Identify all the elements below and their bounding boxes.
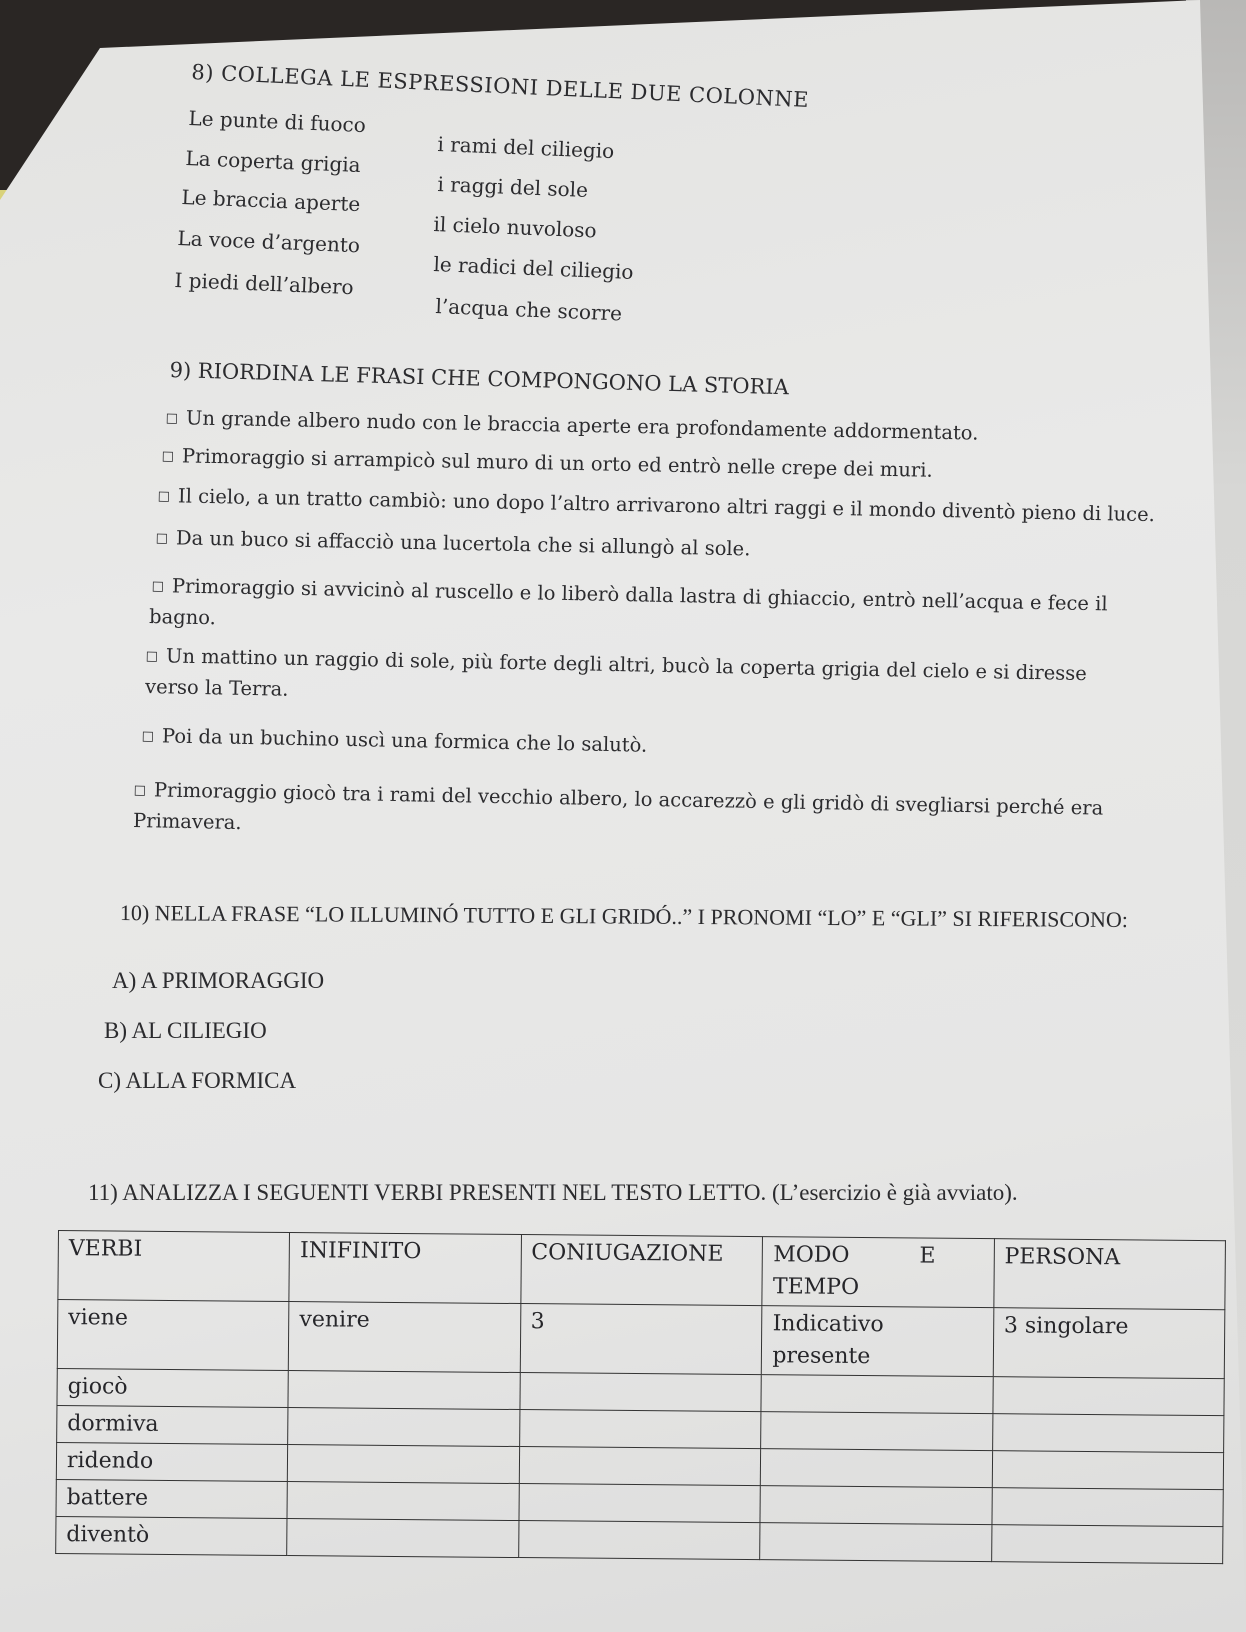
cell-infinitive[interactable] — [287, 1482, 519, 1521]
q9-title: 9) RIORDINA LE FRASI CHE COMPONGONO LA STORIA — [169, 358, 790, 400]
q8-left-item[interactable]: Le braccia aperte — [181, 185, 361, 217]
cell-mode-tense[interactable]: Indicativo presente — [762, 1306, 994, 1377]
q8-right-item[interactable]: i rami del ciliegio — [437, 132, 615, 164]
cell-mode-tense[interactable] — [760, 1523, 992, 1562]
q8-right-item[interactable]: i raggi del sole — [437, 172, 589, 203]
checkbox-icon[interactable]: □ — [155, 530, 169, 547]
table-row — [57, 1300, 1225, 1379]
cell-mode-tense[interactable] — [761, 1412, 993, 1451]
cell-conjugation[interactable]: 3 — [520, 1304, 763, 1375]
cell-infinitive[interactable] — [288, 1445, 520, 1484]
cell-person[interactable] — [992, 1488, 1224, 1527]
checkbox-icon[interactable]: □ — [151, 579, 165, 595]
header-modo-tempo: MODO E TEMPO — [762, 1237, 994, 1308]
header-coniugazione: CONIUGAZIONE — [520, 1235, 763, 1306]
q8-right-item[interactable]: l’acqua che scorre — [435, 294, 623, 326]
cell-conjugation[interactable] — [518, 1484, 760, 1523]
cell-conjugation[interactable] — [519, 1410, 761, 1449]
q8-left-item[interactable]: La coperta grigia — [185, 146, 362, 178]
verbs-table — [55, 1230, 1226, 1564]
checkbox-icon[interactable]: □ — [141, 728, 155, 745]
cell-verb: diventò — [56, 1516, 288, 1555]
cell-verb: battere — [56, 1479, 288, 1518]
cell-person[interactable] — [993, 1377, 1225, 1416]
header-verbi: VERBI — [58, 1231, 290, 1302]
checkbox-icon[interactable]: □ — [157, 488, 171, 505]
q10-option-c[interactable]: C) ALLA FORMICA — [98, 1068, 297, 1093]
cell-person[interactable] — [991, 1525, 1223, 1564]
cell-mode-tense[interactable] — [761, 1449, 993, 1488]
cell-verb: ridendo — [56, 1442, 288, 1481]
q9-sentence[interactable]: □ Un mattino un raggio di sole, più forte degli altri, bucò la coperta grigia del cielo e si diresse verso la Terra. — [144, 644, 1088, 701]
checkbox-icon[interactable]: □ — [145, 648, 159, 665]
q9-sentence[interactable]: □ Un grande albero nudo con le braccia aperte era profondamente addormentato. — [165, 406, 979, 445]
checkbox-icon[interactable]: □ — [133, 782, 147, 799]
cell-conjugation[interactable] — [518, 1521, 760, 1560]
q8-right-item[interactable]: le radici del ciliegio — [433, 252, 634, 285]
cell-mode-tense[interactable] — [761, 1375, 993, 1414]
q11-title: 11) ANALIZZA I SEGUENTI VERBI PRESENTI NEL TESTO LETTO. (L’esercizio è già avviato). — [88, 1180, 1018, 1205]
cell-infinitive[interactable] — [287, 1519, 519, 1558]
q9-sentence[interactable]: □ Primoraggio si avvicinò al ruscello e lo liberò dalla lastra di ghiaccio, entrò nell’acqua e fece il bagno. — [148, 574, 1108, 630]
header-persona: PERSONA — [994, 1239, 1226, 1310]
header-infinito: INIFINITO — [289, 1233, 521, 1304]
cell-person[interactable] — [992, 1451, 1224, 1490]
cell-mode-tense[interactable] — [760, 1486, 992, 1525]
q9-sentence[interactable]: □ Primoraggio si arrampicò sul muro di un orto ed entrò nelle crepe dei muri. — [161, 444, 933, 482]
q8-title: 8) COLLEGA LE ESPRESSIONI DELLE DUE COLONNE — [190, 60, 810, 113]
checkbox-icon[interactable]: □ — [165, 410, 179, 427]
cell-infinitive[interactable]: venire — [289, 1302, 521, 1373]
cell-person[interactable] — [992, 1414, 1224, 1453]
table-header-row — [58, 1231, 1226, 1310]
cell-infinitive[interactable] — [288, 1371, 520, 1410]
cell-verb: giocò — [57, 1368, 289, 1407]
cell-infinitive[interactable] — [288, 1408, 520, 1447]
cell-verb: dormiva — [57, 1405, 289, 1444]
cell-conjugation[interactable] — [519, 1373, 761, 1412]
cell-person[interactable]: 3 singolare — [993, 1308, 1225, 1379]
q9-sentence[interactable]: □ Poi da un buchino uscì una formica che lo salutò. — [141, 724, 648, 757]
q8-left-item[interactable]: I piedi dell’albero — [174, 268, 355, 300]
q10-option-a[interactable]: A) A PRIMORAGGIO — [112, 968, 325, 993]
q8-right-item[interactable]: il cielo nuvoloso — [433, 212, 598, 243]
q9-sentence[interactable]: □ Da un buco si affacciò una lucertola che si allungò al sole. — [155, 526, 751, 561]
q8-left-item[interactable]: Le punte di fuoco — [188, 106, 367, 138]
q8-left-item[interactable]: La voce d’argento — [177, 226, 361, 258]
q9-sentence[interactable]: □ Il cielo, a un tratto cambiò: uno dopo l’altro arrivarono altri raggi e il mondo diventò pieno di luce. — [157, 484, 1156, 527]
q9-sentence[interactable]: □ Primoraggio giocò tra i rami del vecchio albero, lo accarezzò e gli gridò di svegliarsi perché era Primavera. — [132, 778, 1104, 835]
cell-verb: viene — [57, 1300, 289, 1371]
checkbox-icon[interactable]: □ — [161, 448, 175, 465]
cell-conjugation[interactable] — [519, 1447, 761, 1486]
q10-option-b[interactable]: B) AL CILIEGIO — [104, 1018, 267, 1043]
q10-question: 10) NELLA FRASE “LO ILLUMINÓ TUTTO E GLI GRIDÓ..” I PRONOMI “LO” E “GLI” SI RIFERISCONO: — [119, 899, 1128, 933]
